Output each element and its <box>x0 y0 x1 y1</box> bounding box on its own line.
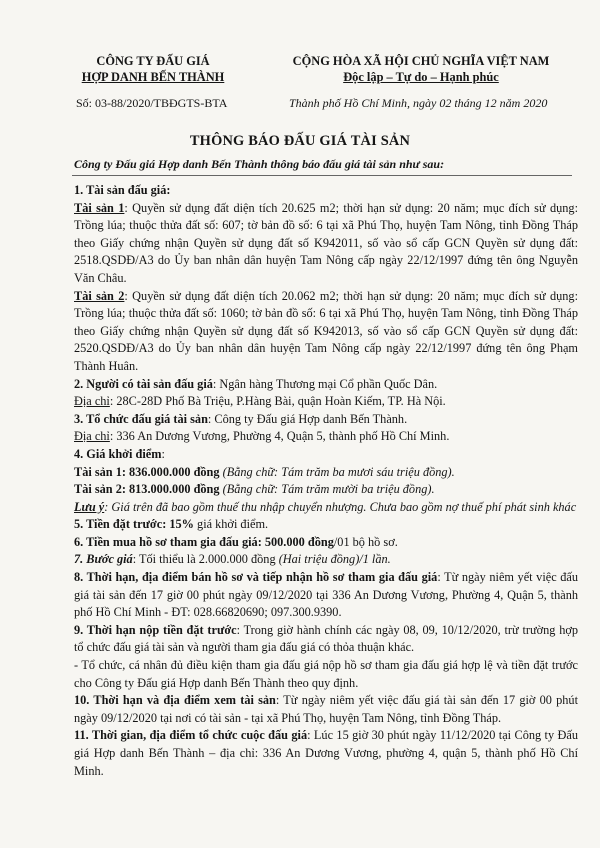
section-7 <box>74 551 578 569</box>
price-2 <box>74 481 578 499</box>
company-name-line2: HỢP DANH BẾN THÀNH <box>81 70 225 84</box>
section-heading: 3. Tổ chức đấu giá tài sản <box>74 411 208 426</box>
section-11-text: : Lúc 15 giờ 30 phút ngày 11/12/2020 tại Công ty Đấu giá Hợp danh Bến Thành – địa chỉ: 336 An Dương Vương, phường 4, quận 5, thành phố Hồ Chí Minh. <box>74 728 578 778</box>
asset-1-paragraph <box>74 200 578 288</box>
section-heading: 1. Tài sản đấu giá: <box>74 183 171 197</box>
section-heading: 9. Thời hạn nộp tiền đặt trước <box>74 622 237 637</box>
section-heading: 8. Thời hạn, địa điểm bán hồ sơ và tiếp nhận hồ sơ tham gia đấu giá <box>74 570 438 585</box>
asset-1-label: Tài sản 1 <box>74 200 125 215</box>
nation-name: CỘNG HÒA XÃ HỘI CHỦ NGHĨA VIỆT NAM <box>292 54 550 68</box>
section-6 <box>74 534 578 552</box>
address-text: : 336 An Dương Vương, Phường 4, Quận 5, thành phố Hồ Chí Minh. <box>109 429 450 444</box>
section-8-text: : Từ ngày niêm yết việc đấu giá tài sản đến 17 giờ 00 phút ngày 09/12/2020 tại 336 An Dương Vương, Phường 4, Quận 5, thành phố Hồ Chí Minh - ĐT: 028.66820690; 097.300.9390. <box>74 570 578 620</box>
section-7-text: : Tối thiểu là 2.000.000 đồng <box>132 552 279 567</box>
deposit-percent: : 15% <box>162 517 194 532</box>
nation-motto: Độc lập – Tự do – Hạnh phúc <box>343 70 499 84</box>
section-heading: 10. Thời hạn và địa điểm xem tài sản <box>74 693 276 708</box>
section-heading: 6. Tiền mua hồ sơ tham gia đấu giá <box>74 534 258 549</box>
section-3-address <box>74 428 578 446</box>
section-5-text: giá khởi điểm. <box>193 517 269 532</box>
address-label: Địa chỉ <box>74 429 110 444</box>
section-10-text: : Từ ngày niêm yết việc đấu giá tài sản đến 17 giờ 00 phút ngày 09/12/2020 tại nơi có tài sản - tại xã Phú Thọ, huyện Tam Nông, tỉnh Đồng Tháp. <box>74 693 578 725</box>
company-header <box>58 53 248 85</box>
section-5 <box>74 516 578 534</box>
section-11 <box>74 727 578 780</box>
price-2-amount: Tài sản 2: 813.000.000 đồng <box>74 482 220 497</box>
section-4-colon: : <box>161 446 165 461</box>
section-2 <box>74 376 578 394</box>
section-1-heading <box>74 182 578 200</box>
address-text: : 28C-28D Phố Bà Triệu, P.Hàng Bài, quận Hoàn Kiếm, TP. Hà Nội. <box>109 394 446 409</box>
price-1 <box>74 464 578 482</box>
section-4 <box>74 446 578 464</box>
asset-1-text: : Quyền sử dụng đất diện tích 20.625 m2; thời hạn sử dụng: 20 năm; mục đích sử dụng: Trồng lúa; thuộc thửa đất số: 607; tờ bản đồ số: 6 tại xã Phú Thọ, huyện Tam Nông, tỉnh Đồng Tháp theo Giấy chứng nhận Quyền sử dụng đất số K942011, số vào sổ cấp GCN Quyền sử dụng đất: 2518.QSDĐ/A3 do Ủy ban nhân dân huyện Tam Nông cấp ngày 22/12/1997 đứng tên ông Nguyễn Văn Châu. <box>74 200 578 285</box>
price-2-words: (Bằng chữ: Tám trăm mười ba triệu đồng). <box>219 482 435 497</box>
section-heading: 11. Thời gian, địa điểm tổ chức cuộc đấu giá <box>74 728 308 743</box>
section-8 <box>74 569 578 622</box>
section-heading: 4. Giá khởi điểm <box>74 446 162 461</box>
divider <box>72 175 572 176</box>
section-9-text: : Trong giờ hành chính các ngày 08, 09, 10/12/2020, trừ trường hợp tổ chức đấu giá tài sản và người tham gia đấu giá có thỏa thuận khác. <box>74 622 578 655</box>
section-9 <box>74 622 578 657</box>
place-date: Thành phố Hồ Chí Minh, ngày 02 tháng 12 năm 2020 <box>289 96 548 110</box>
document-number: Số: 03-88/2020/TBĐGTS-BTA <box>76 96 228 110</box>
intro-line: Công ty Đấu giá Hợp danh Bến Thành thông báo đấu giá tài sản như sau: <box>74 157 445 171</box>
asset-2-paragraph <box>74 288 578 376</box>
address-label: Địa chỉ <box>74 394 110 409</box>
section-3 <box>74 411 578 429</box>
section-heading: 7. Bước giá <box>74 552 133 567</box>
section-10 <box>74 692 578 727</box>
price-1-words: (Bằng chữ: Tám trăm ba mươi sáu triệu đồng). <box>219 464 455 479</box>
asset-2-text: : Quyền sử dụng đất diện tích 20.062 m2; thời hạn sử dụng: 20 năm; mục đích sử dụng: Trồng lúa; thuộc thửa đất số: 1060; tờ bản đồ số: 6 tại xã Phú Thọ, huyện Tam Nông, tỉnh Đồng Tháp theo Giấy chứng nhận Quyền sử dụng đất số K942013, số vào sổ cấp GCN Quyền sử dụng đất: 2520.QSDĐ/A3 do Ủy ban nhân dân huyện Tam Nông cấp ngày 22/12/1997 đứng tên ông Phạm Thành Huân. <box>74 288 578 373</box>
note-text: : Giá trên đã bao gồm thuế thu nhập chuyển nhượng. Chưa bao gồm nợ thuế phí phát sinh khác <box>104 499 577 514</box>
section-2-address <box>74 393 578 411</box>
document-title: THÔNG BÁO ĐẤU GIÁ TÀI SẢN <box>189 133 411 149</box>
section-7-words: (Hai triệu đồng)/1 lần. <box>278 552 391 567</box>
national-header <box>262 53 580 85</box>
company-name-line1: CÔNG TY ĐẤU GIÁ <box>96 54 210 68</box>
section-heading: 2. Người có tài sản đấu giá <box>74 376 213 391</box>
dossier-fee: : 500.000 đồng <box>257 534 334 549</box>
section-3-text: : Công ty Đấu giá Hợp danh Bến Thành. <box>207 411 408 426</box>
price-note <box>74 499 578 517</box>
note-label: Lưu ý <box>74 499 105 514</box>
section-heading: 5. Tiền đặt trước <box>74 517 163 532</box>
document-body <box>74 182 578 780</box>
price-1-amount: Tài sản 1: 836.000.000 đồng <box>74 464 220 479</box>
section-9-sub: - Tổ chức, cá nhân đủ điều kiện tham gia đấu giá nộp hồ sơ tham gia đấu giá hợp lệ và tiền đặt trước cho Công ty Đấu giá Hợp danh Bến Thành theo quy định. <box>74 658 578 690</box>
section-6-text: /01 bộ hồ sơ. <box>333 534 398 549</box>
asset-2-label: Tài sản 2 <box>74 288 125 303</box>
section-2-text: : Ngân hàng Thương mại Cổ phần Quốc Dân. <box>212 376 438 391</box>
